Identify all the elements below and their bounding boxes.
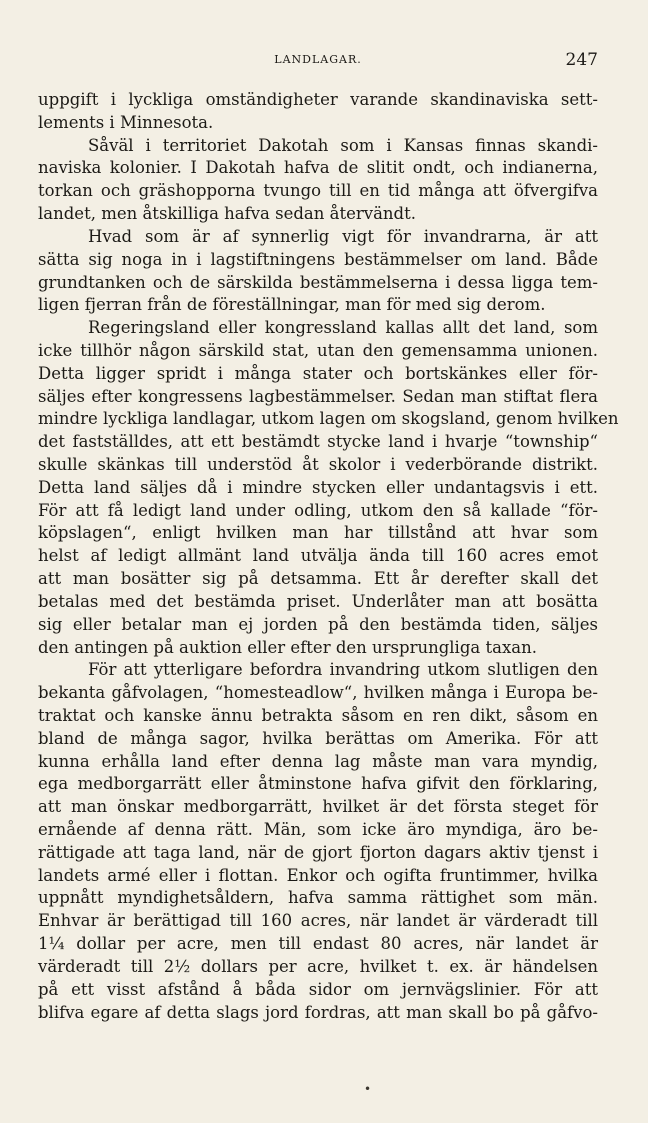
text-line: att man bosätter sig på detsamma. Ett år derefter skall det	[38, 569, 598, 589]
text-line: sätta sig noga in i lagstiftningens bestämmelser om land. Både	[38, 249, 598, 269]
text-line: säljes efter kongressens lagbestämmelser. Sedan man stiftat flera	[38, 386, 598, 406]
text-line: grundtanken och de särskilda bestämmelserna i dessa ligga tem-	[38, 272, 598, 292]
text-line: För att få ledigt land under odling, utkom den så kallade “för-	[38, 500, 598, 520]
page-number: 247	[565, 50, 598, 70]
text-line: 1¼ dollar per acre, men till endast 80 acres, när landet är	[38, 934, 598, 954]
text-line: helst af ledigt allmänt land utvälja ända till 160 acres emot	[38, 546, 598, 566]
text-line: naviska kolonier. I Dakotah hafva de slitit ondt, och indianerna,	[38, 158, 598, 178]
text-line: värderadt till 2½ dollars per acre, hvilket t. ex. är händelsen	[38, 956, 598, 976]
text-line: Detta land säljes då i mindre stycken eller undantagsvis i ett.	[38, 477, 598, 497]
text-line: blifva egare af detta slags jord fordras, att man skall bo på gåfvo-	[38, 1002, 598, 1022]
paragraph-start-line: Såväl i territoriet Dakotah som i Kansas finnas skandi-	[88, 135, 598, 155]
paragraph-start-line: Regeringsland eller kongressland kallas allt det land, som	[88, 318, 598, 338]
text-line: på ett visst afstånd å båda sidor om jernvägslinier. För att	[38, 979, 598, 999]
text-line: sig eller betalar man ej jorden på den bestämda tiden, säljes	[38, 614, 598, 634]
text-line: skulle skänkas till understöd åt skolor i vederbörande distrikt.	[38, 455, 598, 474]
text-line: mindre lyckliga landlagar, utkom lagen om skogsland, genom hvilken	[38, 409, 619, 429]
text-line: uppnått myndighetsåldern, hafva samma rättighet som män.	[38, 888, 598, 908]
text-line: den antingen på auktion eller efter den ursprungliga taxan.	[38, 637, 537, 657]
text-line: icke tillhör någon särskild stat, utan den gemensamma unionen.	[38, 340, 598, 360]
paragraph-start-line: För att ytterligare befordra invandring utkom slutligen den	[88, 660, 598, 680]
text-line: ernående af denna rätt. Män, som icke äro myndiga, äro be-	[38, 820, 598, 839]
paragraph-start-line: Hvad som är af synnerlig vigt för invandrarna, är att	[88, 226, 598, 246]
page-header	[38, 50, 598, 72]
text-line: det fastställdes, att ett bestämdt stycke land i hvarje “township“	[38, 432, 598, 452]
text-line: landet, men åtskilliga hafva sedan återvändt.	[38, 204, 416, 224]
text-line: ligen fjerran från de föreställningar, man för med sig derom.	[38, 295, 546, 315]
text-line: betalas med det bestämda priset. Underlåter man att bosätta	[38, 591, 598, 611]
text-line: torkan och gräshopporna tvungo till en tid många att öfvergifva	[38, 181, 598, 201]
text-line: Enhvar är berättigad till 160 acres, när landet är värderadt till	[38, 911, 598, 931]
text-line: ega medborgarrätt eller åtminstone hafva gifvit den förklaring,	[38, 774, 598, 794]
text-line: bekanta gåfvolagen, “homesteadlow“, hvilken många i Europa be-	[38, 683, 598, 703]
text-line: traktat och kanske ännu betrakta såsom en ren dikt, såsom en	[38, 705, 598, 725]
text-line: kunna erhålla land efter denna lag måste man vara myndig,	[38, 751, 598, 771]
text-line: att man önskar medborgarrätt, hvilket är det första steget för	[38, 797, 598, 817]
footer-mark: •	[364, 1082, 372, 1096]
text-line: Detta ligger spridt i många stater och bortskänkes eller för-	[38, 363, 598, 383]
running-head: LANDLAGAR.	[274, 53, 362, 66]
text-line: uppgift i lyckliga omständigheter varande skandinaviska sett-	[38, 90, 598, 109]
text-line: rättigade att taga land, när de gjort fjorton dagars aktiv tjenst i	[38, 842, 598, 862]
body-text	[38, 89, 619, 1024]
text-line: köpslagen“, enligt hvilken man har tillstånd att hvar som	[38, 523, 598, 543]
text-line: landets armé eller i flottan. Enkor och ogifta fruntimmer, hvilka	[38, 865, 598, 885]
text-line: lements i Minnesota.	[38, 112, 214, 132]
text-line: bland de många sagor, hvilka berättas om Amerika. För att	[38, 728, 598, 748]
